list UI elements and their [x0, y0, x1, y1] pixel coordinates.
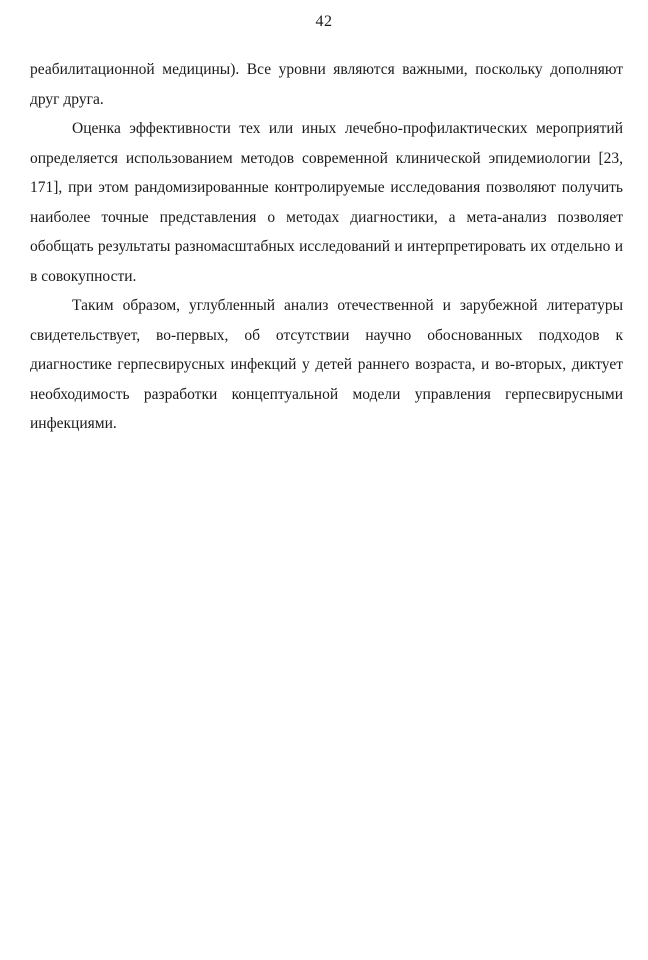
- paragraph-continuation: реабилитационной медицины). Все уровни являются важными, поскольку дополняют друг друга.: [30, 61, 623, 108]
- page-number: 42: [315, 13, 333, 30]
- paragraph-conclusion: Таким образом, углубленный анализ отечественной и зарубежной литературы свидетельствует, во-первых, об отсутствии научно обоснованных подходов к диагностике герпесвирусных инфекций у детей раннего возраста, и во-вторых, диктует необходимость разработки концептуальной модели управления герпесвирусными инфекциями.: [30, 297, 623, 432]
- paragraph-evaluation: Оценка эффективности тех или иных лечебно-профилактических мероприятий определяется использованием методов современной клинической эпидемиологии [23, 171], при этом рандомизированные контролируемые исследования позволяют получить наиболее точные представления о методах диагностики, а мета-анализ позволяет обобщать результаты разномасштабных исследований и интерпретировать их отдельно и в совокупности.: [30, 120, 623, 285]
- text-body: [30, 55, 623, 439]
